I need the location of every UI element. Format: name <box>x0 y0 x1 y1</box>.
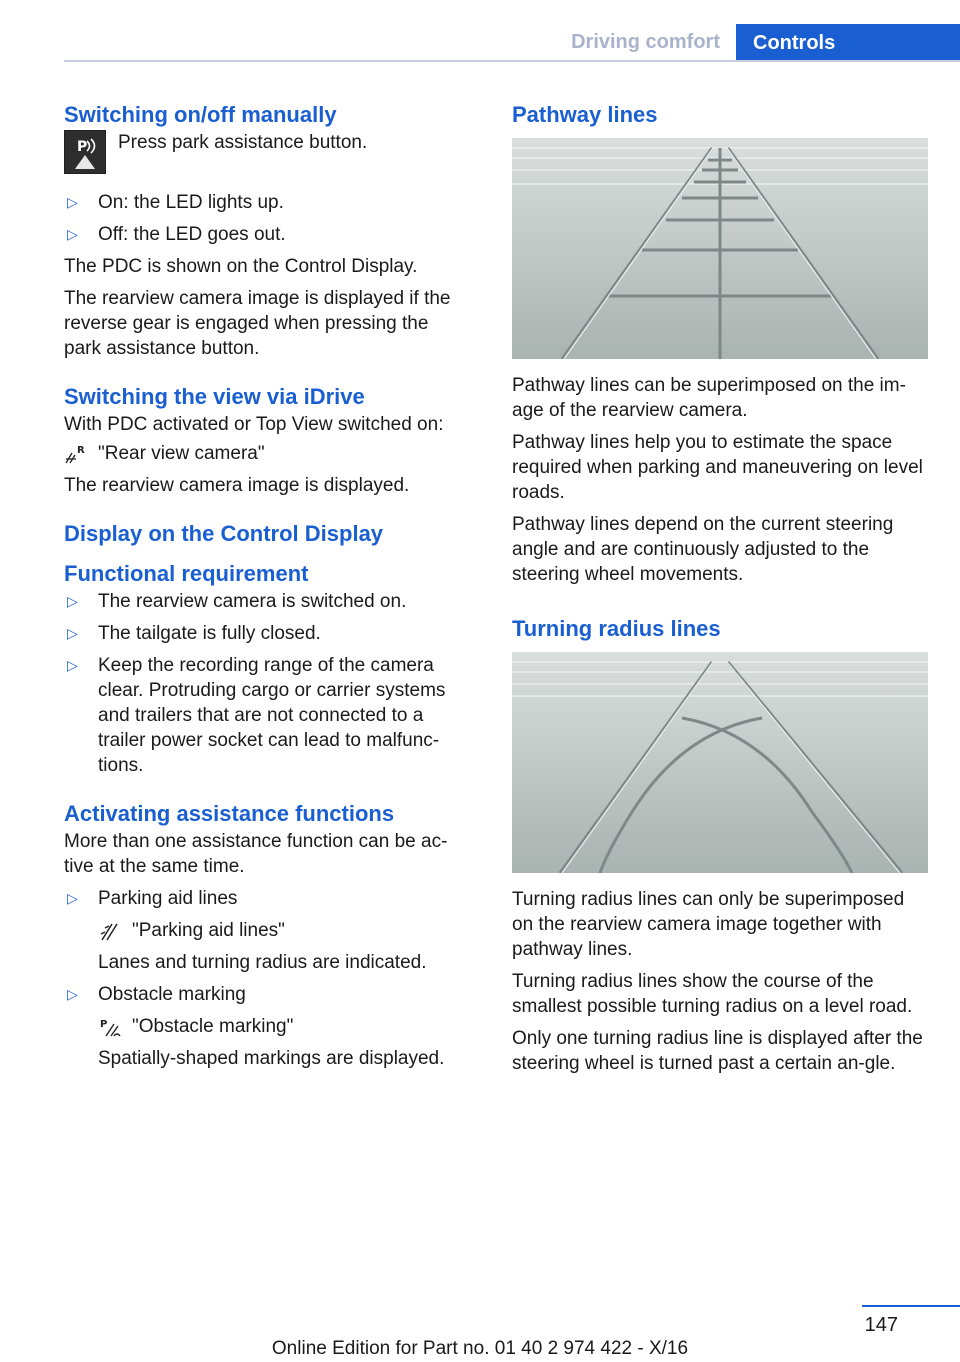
list-item <box>64 190 468 215</box>
left-column <box>64 100 468 1078</box>
rear-view-camera-text: "Rear view camera" <box>98 443 265 464</box>
parking-aid-lines-icon <box>98 920 124 942</box>
function-desc: Lanes and turning radius are indicated. <box>98 952 427 973</box>
chapter-tab: Driving comfort <box>571 31 720 53</box>
triangle-bullet-icon: ▷ <box>67 593 78 609</box>
list-item-text: Keep the recording range of the camera clear. Protruding cargo or carrier systems and trailers that are not connected to a trailer power socket can lead to malfunc‐tions. <box>98 655 446 776</box>
heading-pathway-lines: Pathway lines <box>512 102 658 127</box>
list-item-text: The tailgate is fully closed. <box>98 623 321 644</box>
triangle-bullet-icon: ▷ <box>67 226 78 242</box>
list-item <box>64 589 468 614</box>
press-button-line <box>64 130 468 174</box>
function-desc: Spatially-shaped markings are displayed. <box>98 1048 445 1069</box>
list-item <box>64 222 468 247</box>
obstacle-marking-icon <box>98 1016 124 1038</box>
pathway-text-3: Pathway lines depend on the current steering angle and are continuously adjusted to the steering wheel movements. <box>512 514 894 585</box>
triangle-bullet-icon: ▷ <box>67 657 78 673</box>
svg-text:P: P <box>100 1018 108 1030</box>
rearview-if-text: The rearview camera image is displayed if the reverse gear is engaged when pressing the park assistance button. <box>64 288 451 359</box>
list-item <box>64 621 468 646</box>
more-than-one-text: More than one assistance function can be ac‐tive at the same time. <box>64 831 448 877</box>
list-item <box>64 886 468 975</box>
pathway-text-1: Pathway lines can be superimposed on the im‐age of the rearview camera. <box>512 375 906 421</box>
turning-radius-image <box>512 652 928 873</box>
heading-functional-requirement: Functional requirement <box>64 561 309 586</box>
triangle-bullet-icon: ▷ <box>67 986 78 1002</box>
footer-rule <box>862 1305 960 1307</box>
function-title: Parking aid lines <box>98 888 238 909</box>
edition-footer: Online Edition for Part no. 01 40 2 974 422 - X/16 <box>271 1338 689 1359</box>
page-number: 147 <box>864 1314 898 1336</box>
pdc-shown-text: The PDC is shown on the Control Display. <box>64 256 418 277</box>
svg-text:P: P <box>77 139 88 155</box>
list-item <box>64 653 468 778</box>
rear-displayed-text: The rearview camera image is displayed. <box>64 475 410 496</box>
function-menu-text: "Obstacle marking" <box>132 1016 294 1037</box>
on-off-list <box>64 190 468 247</box>
header-rule <box>64 60 960 62</box>
triangle-bullet-icon: ▷ <box>67 194 78 210</box>
list-item <box>64 982 468 1071</box>
turning-text-2: Turning radius lines show the course of the smallest possible turning radius on a level road. <box>512 971 913 1017</box>
functions-list <box>64 886 468 1071</box>
park-assist-button-icon <box>64 130 106 174</box>
heading-activating: Activating assistance functions <box>64 801 395 826</box>
function-menu-line <box>98 918 468 943</box>
function-menu-text: "Parking aid lines" <box>132 920 285 941</box>
with-pdc-text: With PDC activated or Top View switched on: <box>64 414 444 435</box>
section-tab: Controls <box>736 24 960 62</box>
turning-text-3: Only one turning radius line is displayed after the steering wheel is turned past a certain an‐gle. <box>512 1028 923 1074</box>
rear-camera-icon <box>64 443 90 465</box>
press-button-text: Press park assistance button. <box>118 132 368 153</box>
triangle-bullet-icon: ▷ <box>67 890 78 906</box>
svg-text:R: R <box>77 444 85 456</box>
heading-switch-view: Switching the view via iDrive <box>64 384 365 409</box>
heading-switching-manually: Switching on/off manually <box>64 102 337 127</box>
function-title: Obstacle marking <box>98 984 246 1005</box>
list-item-text: Off: the LED goes out. <box>98 224 286 245</box>
turning-text-1: Turning radius lines can only be superimposed on the rearview camera image together with pathway lines. <box>512 889 905 960</box>
function-menu-line <box>98 1014 468 1039</box>
heading-turning-radius: Turning radius lines <box>512 616 721 641</box>
pathway-lines-image <box>512 138 928 359</box>
heading-display: Display on the Control Display <box>64 521 384 546</box>
pathway-text-2: Pathway lines help you to estimate the space required when parking and maneuvering on level roads. <box>512 432 923 503</box>
list-item-text: The rearview camera is switched on. <box>98 591 407 612</box>
page-header <box>0 0 960 62</box>
right-column <box>512 100 928 1083</box>
list-item-text: On: the LED lights up. <box>98 192 284 213</box>
rear-view-camera-line <box>64 441 468 466</box>
requirements-list <box>64 589 468 778</box>
triangle-bullet-icon: ▷ <box>67 625 78 641</box>
